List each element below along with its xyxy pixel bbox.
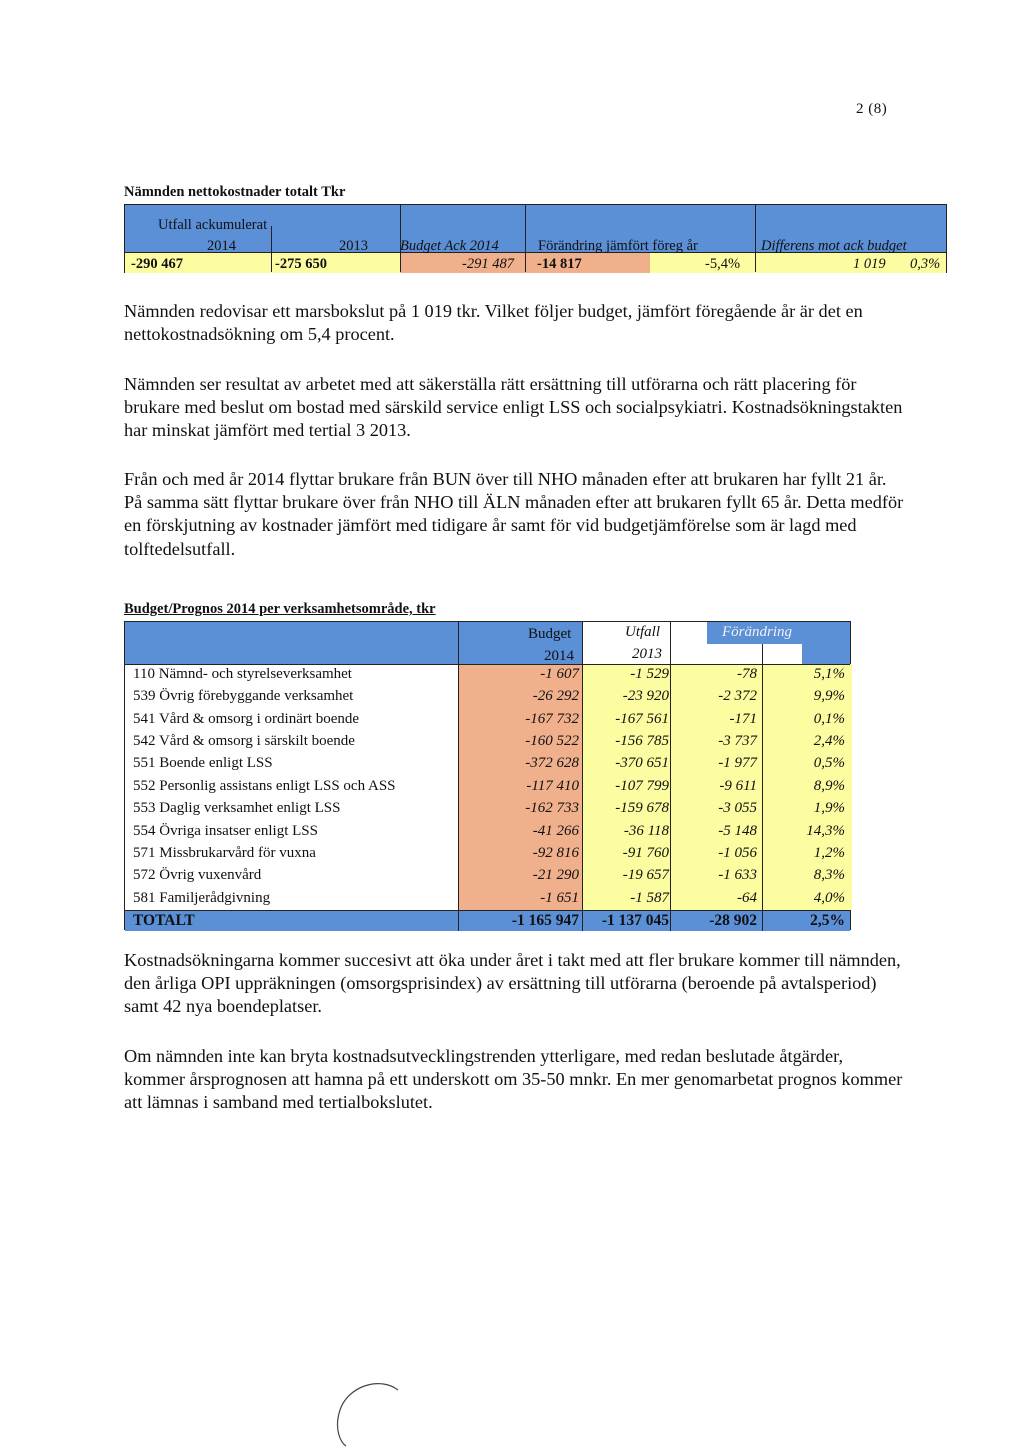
row-change: -3 737 — [718, 733, 757, 750]
total-label: TOTALT — [133, 912, 195, 929]
table-row — [125, 798, 850, 820]
row-utfall: -91 760 — [622, 844, 669, 861]
row-budget: -26 292 — [532, 688, 579, 705]
row-pct: 5,1% — [813, 666, 845, 682]
page-number: 2 (8) — [856, 101, 888, 117]
total-utfall: -1 137 045 — [601, 912, 669, 929]
summary-value-change-abs: -14 817 — [537, 256, 582, 272]
row-pct: 1,2% — [813, 844, 845, 861]
summary-divider — [271, 226, 272, 272]
budget-header-budget: Budget — [528, 626, 572, 642]
total-pct: 2,5% — [810, 912, 845, 929]
paragraph-2: Nämnden ser resultat av arbetet med att säkerställa rätt ersättning till utförarna och rätt placering för brukare med beslut om bostad med särskild service enligt LSS och socialpsykiatri. Kostnadsökningstakten har minskat jämfört med tertial 3 2013. — [124, 374, 903, 441]
row-budget: -167 732 — [525, 710, 579, 727]
row-utfall: -1 587 — [630, 889, 669, 906]
row-change: -171 — [729, 710, 757, 727]
signature-mark — [330, 1380, 420, 1448]
row-change: -78 — [737, 666, 757, 682]
row-budget: -1 607 — [540, 666, 579, 682]
summary-col-2013: 2013 — [339, 238, 368, 254]
row-utfall: -370 651 — [615, 755, 669, 772]
summary-group-label: Utfall ackumulerat — [158, 217, 268, 233]
row-utfall: -156 785 — [615, 733, 669, 750]
row-utfall: -159 678 — [615, 800, 669, 817]
budget-total-row — [125, 910, 850, 931]
row-pct: 8,3% — [813, 867, 845, 884]
row-name: 551 Boende enligt LSS — [133, 755, 273, 772]
table-row — [125, 753, 850, 775]
table-row — [125, 821, 850, 843]
row-utfall: -23 920 — [622, 688, 669, 705]
row-change: -5 148 — [718, 822, 757, 839]
row-utfall: -19 657 — [622, 867, 669, 884]
row-budget: -1 651 — [540, 889, 579, 906]
row-name: 542 Vård & omsorg i särskilt boende — [133, 733, 355, 750]
paragraph-5: Om nämnden inte kan bryta kostnadsutvecklingstrenden ytterligare, med redan beslutade åtgärder, kommer årsprognosen att hamna på ett underskott om 35-50 mnkr. En mer genomarbetat prognos kommer att lämnas i samband med tertialbokslutet. — [124, 1046, 903, 1113]
budget-header-budget-year: 2014 — [544, 648, 574, 664]
summary-value-diff-abs: 1 019 — [853, 256, 886, 272]
row-pct: 0,5% — [813, 755, 845, 772]
total-change: -28 902 — [709, 912, 757, 929]
table-row — [125, 664, 850, 686]
budget-rows — [125, 664, 850, 910]
table-row — [125, 776, 850, 798]
row-name: 572 Övrig vuxenvård — [133, 867, 262, 884]
summary-value-2013: -275 650 — [275, 256, 327, 272]
row-change: -9 611 — [719, 777, 757, 794]
row-name: 571 Missbrukarvård för vuxna — [133, 844, 316, 861]
budget-table-title: Budget/Prognos 2014 per verksamhetsområde, tkr — [124, 601, 436, 617]
summary-title: Nämnden nettokostnader totalt Tkr — [124, 184, 346, 200]
summary-col-budget: Budget Ack 2014 — [400, 238, 499, 254]
total-budget: -1 165 947 — [511, 912, 579, 929]
summary-value-2014: -290 467 — [131, 256, 183, 272]
summary-value-change-pct: -5,4% — [705, 256, 741, 272]
row-change: -1 056 — [718, 844, 757, 861]
row-budget: -92 816 — [532, 844, 579, 861]
budget-header-change: Förändring — [722, 624, 793, 640]
row-name: 539 Övrig förebyggande verksamhet — [133, 688, 354, 705]
budget-header-utfall-year: 2013 — [632, 646, 662, 662]
row-name: 541 Vård & omsorg i ordinärt boende — [133, 710, 360, 727]
summary-divider — [755, 205, 756, 272]
table-row — [125, 686, 850, 708]
table-row — [125, 731, 850, 753]
table-row — [125, 865, 850, 887]
paragraph-4: Kostnadsökningarna kommer succesivt att öka under året i takt med att fler brukare kommer till nämnden, den årliga OPI uppräkningen (omsorgsprisindex) av ersättning till utförarna (beroende på avtalsperiod) samt 42 nya boendeplatser. — [124, 950, 901, 1017]
summary-divider — [525, 205, 526, 272]
row-budget: -372 628 — [525, 755, 579, 772]
row-name: 552 Personlig assistans enligt LSS och ASS — [133, 777, 396, 794]
table-row — [125, 709, 850, 731]
row-change: -64 — [737, 889, 757, 906]
row-budget: -117 410 — [526, 777, 579, 794]
row-utfall: -36 118 — [623, 822, 669, 839]
row-pct: 4,0% — [813, 889, 845, 906]
row-change: -2 372 — [718, 688, 757, 705]
summary-value-diff-pct: 0,3% — [910, 256, 941, 272]
budget-table — [124, 621, 851, 930]
summary-table — [124, 204, 947, 273]
row-change: -1 633 — [718, 867, 757, 884]
summary-value-budget: -291 487 — [462, 256, 514, 272]
row-budget: -41 266 — [532, 822, 579, 839]
budget-header-white — [707, 644, 802, 664]
summary-col-change: Förändring jämfört föreg år — [538, 238, 698, 254]
row-pct: 8,9% — [813, 777, 845, 794]
row-budget: -160 522 — [525, 733, 579, 750]
summary-col-2014: 2014 — [207, 238, 236, 254]
table-row — [125, 843, 850, 865]
row-pct: 9,9% — [813, 688, 845, 705]
table-row — [125, 888, 850, 910]
row-name: 553 Daglig verksamhet enligt LSS — [133, 800, 341, 817]
row-pct: 0,1% — [813, 710, 845, 727]
row-name: 554 Övriga insatser enligt LSS — [133, 822, 318, 839]
paragraph-3: Från och med år 2014 flyttar brukare från BUN över till NHO månaden efter att brukaren har fyllt 21 år. På samma sätt flyttar brukare över från NHO till ÄLN månaden efter att brukaren fyllt 65 år. Detta medför en förskjutning av kostnader jämfört med tidigare år samt för vid budgetjämförelse som är lagd med tolftedelsutfall. — [124, 469, 904, 559]
budget-header-utfall: Utfall — [625, 624, 661, 640]
row-utfall: -167 561 — [615, 710, 669, 727]
row-name: 110 Nämnd- och styrelseverksamhet — [133, 666, 352, 682]
summary-col-diff: Differens mot ack budget — [761, 238, 907, 254]
row-change: -1 977 — [718, 755, 757, 772]
row-pct: 1,9% — [813, 800, 845, 817]
row-change: -3 055 — [718, 800, 757, 817]
row-pct: 14,3% — [806, 822, 845, 839]
paragraph-1: Nämnden redovisar ett marsbokslut på 1 019 tkr. Vilket följer budget, jämfört föregående år är det en nettokostnadsökning om 5,4 procent. — [124, 301, 863, 345]
row-pct: 2,4% — [813, 733, 845, 750]
row-name: 581 Familjerådgivning — [133, 889, 271, 906]
row-utfall: -1 529 — [630, 666, 669, 682]
row-budget: -162 733 — [525, 800, 579, 817]
row-budget: -21 290 — [532, 867, 579, 884]
row-utfall: -107 799 — [615, 777, 669, 794]
